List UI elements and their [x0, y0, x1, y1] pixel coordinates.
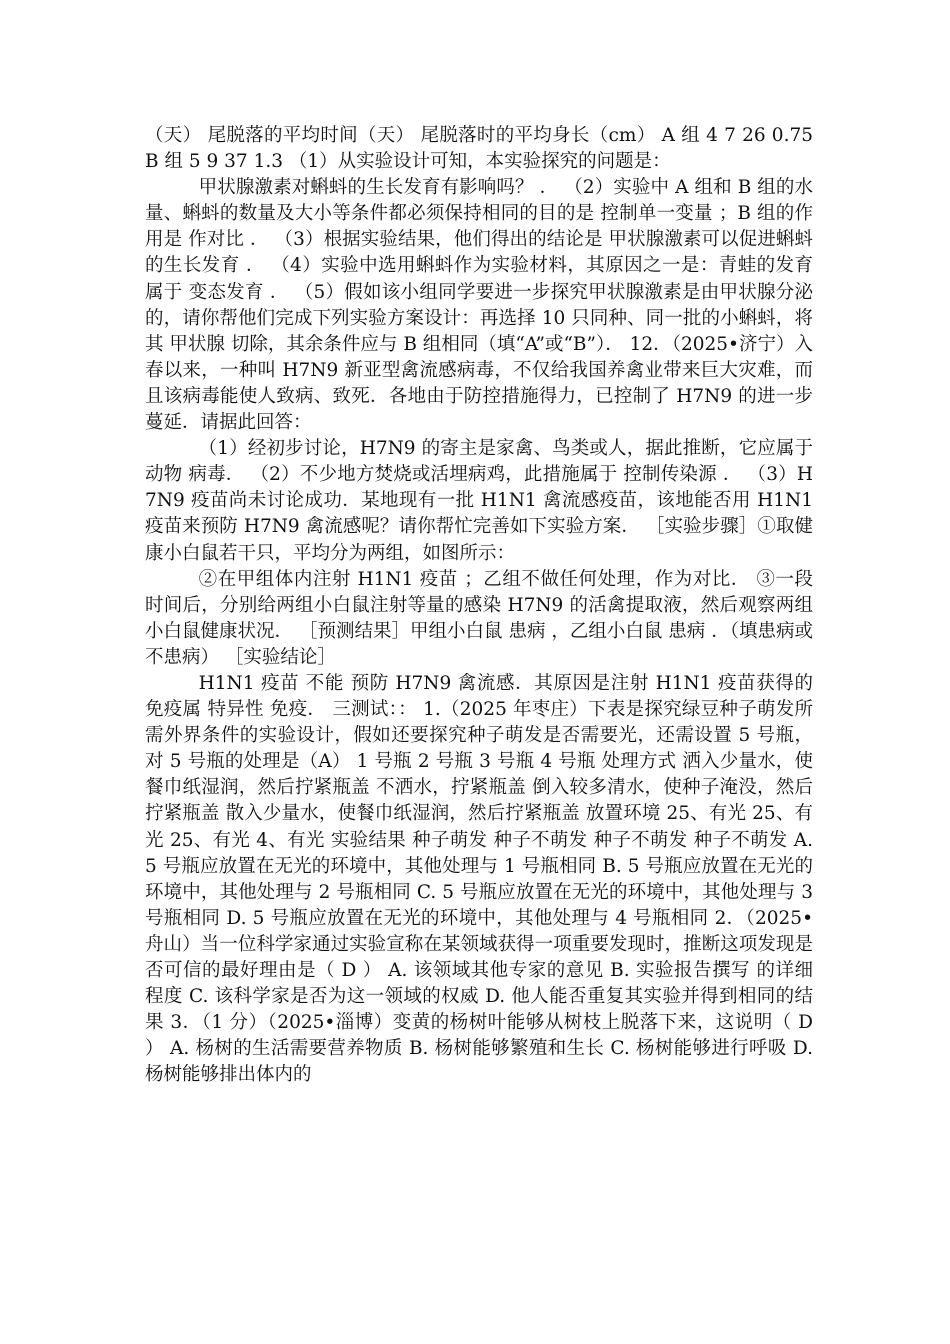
document-body [145, 123, 813, 1088]
paragraph-1: （天） 尾脱落的平均时间（天） 尾脱落时的平均身长（cm） A 组 4 7 26 0.75 B 组 5 9 37 1.3 （1）从实验设计可知，本实验探究的问题是： [145, 125, 813, 173]
paragraph-4: ②在甲组体内注射 H1N1 疫苗 ；乙组不做任何处理，作为对比． ③一段时间后，分别给两组小白鼠注射等量的感染 H7N9 的活禽提取液，然后观察两组小白鼠健康状况． ［预测结果］甲组小白鼠 患病 ，乙组小白鼠 患病 ．（填患病或不患病） ［实验结论］ [145, 568, 813, 668]
paragraph-5: H1N1 疫苗 不能 预防 H7N9 禽流感．其原因是注射 H1N1 疫苗获得的免疫属 特异性 免疫． 三测试：： 1.（2025 年枣庄）下表是探究绿豆种子萌发所需外界条件的实验设计，假如还要探究种子萌发是否需要光，还需设置 5 号瓶，对 5 号瓶的处理是（A） 1 号瓶 2 号瓶 3 号瓶 4 号瓶 处理方式 洒入少量水，使餐巾纸湿润，然后拧紧瓶盖 不洒水，拧紧瓶盖 倒入较多清水，使种子淹没，然后拧紧瓶盖 散入少量水，使餐巾纸湿润，然后拧紧瓶盖 放置环境 25、有光 25、有光 25、有光 4、有光 实验结果 种子萌发 种子不萌发 种子不萌发 种子不萌发 A.5 号瓶应放置在无光的环境中，其他处理与 1 号瓶相同 B. 5 号瓶应放置在无光的环境中，其他处理与 2 号瓶相同 C. 5 号瓶应放置在无光的环境中，其他处理与 3 号瓶相同 D. 5 号瓶应放置在无光的环境中，其他处理与 4 号瓶相同 2．（2025•舟山）当一位科学家通过实验宣称在某领域获得一项重要发现时，推断这项发现是否可信的最好理由是（ D ） A. 该领域其他专家的意见 B. 实验报告撰写 的详细程度 C. 该科学家是否为这一领域的权威 D. 他人能否重复其实验并得到相同的结果 3．（1 分）（2025•淄博）变黄的杨树叶能够从树枝上脱落下来，这说明（ D ） A. 杨树的生活需要营养物质 B. 杨树能够繁殖和生长 C. 杨树能够进行呼吸 D. 杨树能够排出体内的 [145, 672, 813, 1086]
paragraph-3: （1）经初步讨论，H7N9 的寄主是家禽、鸟类或人，据此推断，它应属于 动物 病毒． （2）不少地方焚烧或活埋病鸡，此措施属于 控制传染源 ． （3）H7N9 疫苗尚未讨论成功．某地现有一批 H1N1 禽流感疫苗，该地能否用 H1N1 疫苗来预防 H7N9 禽流感呢？请你帮忙完善如下实验方案． ［实验步骤］①取健康小白鼠若干只，平均分为两组，如图所示： [145, 438, 813, 564]
paragraph-2: 甲状腺激素对蝌蚪的生长发育有影响吗？ ． （2）实验中 A 组和 B 组的水量、蝌蚪的数量及大小等条件都必须保持相同的目的是 控制单一变量 ；B 组的作用是 作对比 ． （3）根据实验结果，他们得出的结论是 甲状腺激素可以促进蝌蚪的生长发育 ． （4）实验中选用蝌蚪作为实验材料，其原因之一是：青蛙的发育属于 变态发育 ． （5）假如该小组同学要进一步探究甲状腺激素是由甲状腺分泌的，请你帮他们完成下列实验方案设计：再选择 10 只同种、同一批的小蝌蚪，将其 甲状腺 切除，其余条件应与 B 组相同（填“A”或“B”）． 12．（2025•济宁）入春以来，一种叫 H7N9 新亚型禽流感病毒，不仅给我国养禽业带来巨大灾难，而且该病毒能使人致病、致死．各地由于防控措施得力，已控制了 H7N9 的进一步蔓延．请据此回答： [145, 177, 813, 434]
